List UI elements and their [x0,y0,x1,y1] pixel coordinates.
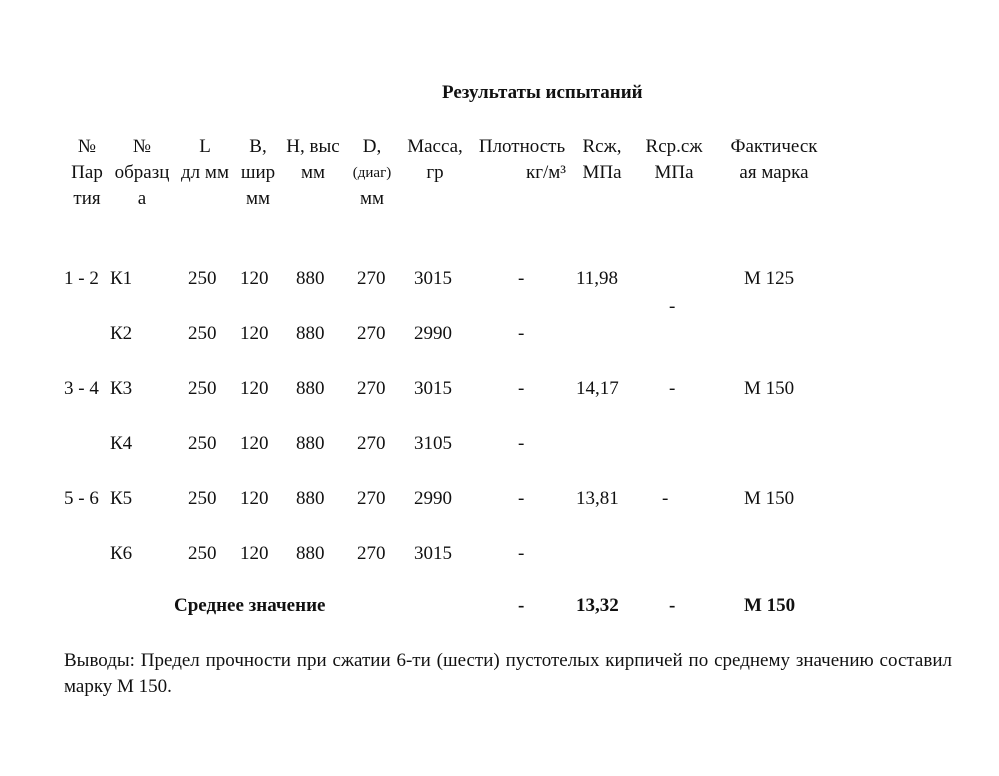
cell-party: 3 - 4 [64,378,99,399]
cell-mass: 3015 [414,268,452,289]
header-sample: № образц а [114,136,170,209]
summary-density: - [518,595,525,616]
cell-diag: 270 [357,543,386,564]
cell-sample: К2 [110,323,133,344]
cell-width: 120 [240,268,269,289]
cell-sample: К3 [110,378,133,399]
cell-sample: К5 [110,488,133,509]
header-length: L дл мм [181,136,229,183]
cell-density: - [518,433,525,454]
cell-mass: 3015 [414,543,452,564]
cell-height: 880 [296,268,325,289]
cell-rcomp: 14,17 [576,378,619,399]
cell-ravg: - [662,488,669,509]
cell-sample: К6 [110,543,133,564]
header-rcomp: Rсж, МПа [582,136,622,183]
summary-ravg: - [669,595,676,616]
cell-length: 250 [188,433,217,454]
cell-sample: К4 [110,433,133,454]
cell-width: 120 [240,488,269,509]
cell-diag: 270 [357,488,386,509]
cell-grade: М 150 [744,378,795,399]
cell-party: 5 - 6 [64,488,99,509]
cell-width: 120 [240,378,269,399]
cell-length: 250 [188,488,217,509]
cell-height: 880 [296,378,325,399]
header-diag: D, (диаг) мм [352,136,392,209]
cell-density: - [518,268,525,289]
cell-length: 250 [188,543,217,564]
cell-grade: М 150 [744,488,795,509]
header-party: № Пар тия [71,136,103,209]
cell-length: 250 [188,323,217,344]
cell-density: - [518,543,525,564]
cell-height: 880 [296,323,325,344]
cell-width: 120 [240,543,269,564]
cell-height: 880 [296,543,325,564]
summary-grade: М 150 [744,595,796,616]
cell-height: 880 [296,488,325,509]
cell-diag: 270 [357,323,386,344]
cell-length: 250 [188,378,217,399]
cell-height: 880 [296,433,325,454]
cell-diag: 270 [357,433,386,454]
header-grade: Фактическ ая марка [730,136,818,183]
header-ravg: Rср.сж МПа [645,136,703,183]
page-title: Результаты испытаний [442,82,643,103]
cell-ravg-group1: - [669,296,676,317]
header-width: B, шир мм [240,136,276,209]
header-density: Плотность кг/м³ [478,136,567,183]
conclusion-text: Выводы: Предел прочности при сжатии 6-ти (шести) пустотелых кирпичей по среднему значению составил марку М 150. [64,650,952,697]
cell-length: 250 [188,268,217,289]
cell-diag: 270 [357,268,386,289]
cell-mass: 3105 [414,433,452,454]
cell-mass: 2990 [414,323,452,344]
cell-density: - [518,488,525,509]
header-height: H, выс мм [286,136,340,183]
cell-density: - [518,378,525,399]
cell-rcomp: 11,98 [576,268,619,289]
cell-mass: 3015 [414,378,452,399]
cell-width: 120 [240,323,269,344]
header-mass: Масса, гр [407,136,463,183]
cell-grade: М 125 [744,268,795,289]
cell-rcomp: 13,81 [576,488,619,509]
cell-density: - [518,323,525,344]
cell-sample: К1 [110,268,133,289]
summary-label: Среднее значение [174,595,326,616]
summary-rcomp: 13,32 [576,595,619,616]
cell-ravg: - [669,378,676,399]
cell-party: 1 - 2 [64,268,99,289]
cell-diag: 270 [357,378,386,399]
cell-width: 120 [240,433,269,454]
cell-mass: 2990 [414,488,452,509]
